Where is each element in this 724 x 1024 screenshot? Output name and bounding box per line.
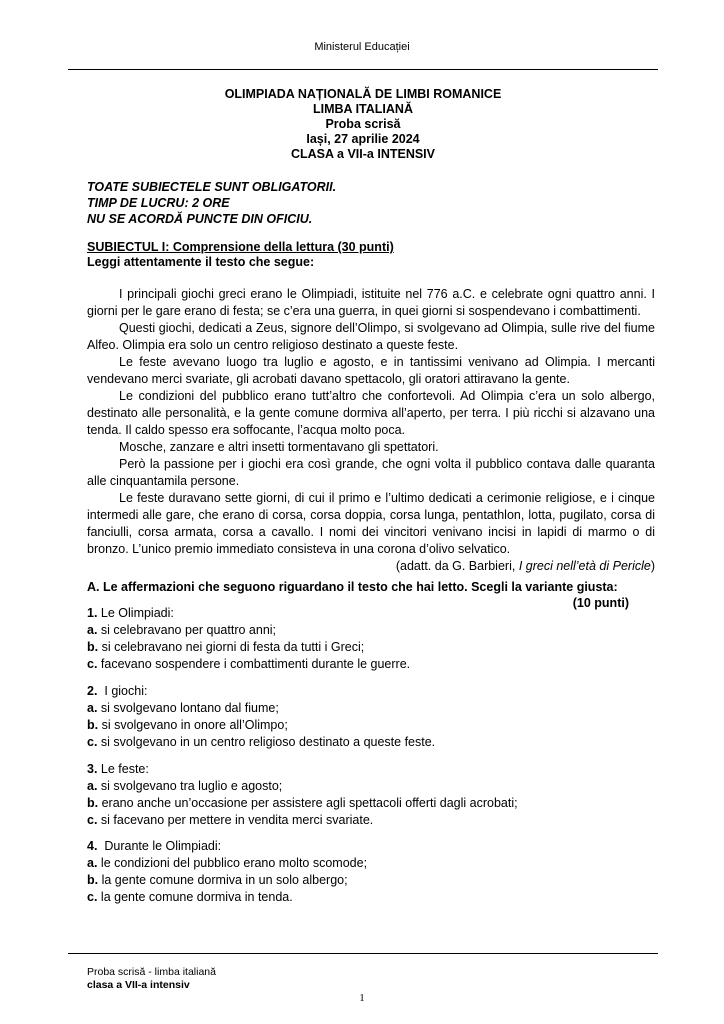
question-1	[87, 605, 655, 673]
reading-paragraph: Mosche, zanzare e altri insetti tormentavano gli spettatori.	[119, 440, 439, 454]
footer-test: Proba scrisă - limba italiană	[87, 966, 216, 978]
subject-instruction: Leggi attentamente il testo che segue:	[87, 255, 315, 269]
question-2	[87, 683, 655, 751]
part-a-points: (10 punti)	[572, 596, 629, 610]
option-b: b. si svolgevano in onore all’Olimpo;	[87, 718, 288, 732]
page-number: 1	[359, 992, 365, 1004]
reading-text	[87, 286, 655, 575]
page-header: Ministerul Educației	[314, 41, 410, 53]
option-a: a. le condizioni del pubblico erano molto scomode;	[87, 856, 368, 870]
title-language: LIMBA ITALIANĂ	[313, 102, 413, 116]
option-c: c. si facevano per mettere in vendita merci svariate.	[87, 813, 374, 827]
option-b: b. erano anche un’occasione per assistere agli spettacoli offerti dagli acrobati;	[87, 796, 518, 810]
reading-source: (adatt. da G. Barbieri, I greci nell’età di Pericle)	[395, 559, 655, 573]
reading-paragraph: Però la passione per i giochi era così grande, che ogni volta il pubblico contava dalle quaranta alle cinquantamila persone.	[87, 457, 655, 488]
option-a: a. si celebravano per quattro anni;	[87, 623, 277, 637]
requirement-points: NU SE ACORDĂ PUNCTE DIN OFICIU.	[87, 212, 313, 226]
option-c: c. la gente comune dormiva in tenda.	[87, 890, 293, 904]
question-stem: 2. I giochi:	[87, 684, 148, 698]
requirements-block	[87, 179, 336, 227]
footer-class: clasa a VII-a intensiv	[87, 979, 190, 991]
footer-divider	[68, 953, 658, 954]
reading-paragraph: Questi giochi, dedicati a Zeus, signore dell’Olimpo, si svolgevano ad Olimpia, sulle rive del fiume Alfeo. Olimpia era solo un centro religioso destinato a queste feste.	[87, 321, 655, 352]
reading-paragraph: Le feste avevano luogo tra luglio e agosto, e in tantissimi venivano ad Olimpia. I mercanti vendevano merci svariate, gli acrobati davano spettacolo, gli oratori attiravano la gente.	[87, 355, 655, 386]
requirement-mandatory: TOATE SUBIECTELE SUNT OBLIGATORII.	[87, 180, 337, 194]
option-c: c. si svolgevano in un centro religioso destinato a queste feste.	[87, 735, 436, 749]
reading-paragraph: I principali giochi greci erano le Olimpiadi, istituite nel 776 a.C. e celebrate ogni quattro anni. I giorni per le gare erano di festa; se c’era una guerra, in quei giorni si sospendevano i combattimenti.	[87, 287, 655, 318]
question-4	[87, 838, 655, 906]
title-class: CLASA a VII-a INTENSIV	[290, 147, 435, 161]
question-stem: 1. Le Olimpiadi:	[87, 606, 174, 620]
question-stem: 4. Durante le Olimpiadi:	[87, 839, 222, 853]
option-b: b. si celebravano nei giorni di festa da tutti i Greci;	[87, 640, 365, 654]
requirement-time: TIMP DE LUCRU: 2 ORE	[87, 196, 230, 210]
option-a: a. si svolgevano tra luglio e agosto;	[87, 779, 283, 793]
title-place-date: Iași, 27 aprilie 2024	[306, 132, 420, 146]
part-a-text: A. Le affermazioni che seguono riguardano il testo che hai letto. Scegli la variante giusta:	[87, 580, 618, 594]
subject-heading: SUBIECTUL I: Comprensione della lettura (30 punti)	[87, 240, 394, 254]
title-test-type: Proba scrisă	[325, 117, 401, 131]
subject-block	[87, 240, 394, 270]
document-title	[68, 87, 658, 162]
source-book-title: I greci nell’età di Pericle	[518, 559, 651, 573]
reading-paragraph: Le feste duravano sette giorni, di cui il primo e l’ultimo dedicati a cerimonie religiose, e i cinque intermedi alle gare, che erano di corsa, corsa doppia, corsa lunga, pentathlon, lotta, pugilato, corsa di fanciulli, corsa armata, corsa a cavallo. I nomi dei vincitori venivano incisi in lapidi di marmo o di bronzo. L’unico premio immediato consisteva in una corona d’olivo selvatico.	[87, 491, 655, 556]
header-divider	[68, 69, 658, 70]
question-stem: 3. Le feste:	[87, 762, 149, 776]
title-olympiad: OLIMPIADA NAȚIONALĂ DE LIMBI ROMANICE	[224, 87, 502, 101]
option-a: a. si svolgevano lontano dal fiume;	[87, 701, 279, 715]
question-3	[87, 761, 655, 829]
page-footer	[87, 966, 216, 992]
option-b: b. la gente comune dormiva in un solo albergo;	[87, 873, 348, 887]
option-c: c. facevano sospendere i combattimenti durante le guerre.	[87, 657, 411, 671]
reading-paragraph: Le condizioni del pubblico erano tutt’altro che confortevoli. Ad Olimpia c’era un solo albergo, destinato alle personalità, e la gente comune dormiva all’aperto, per terra. I più ricchi si alzavano una tenda. Il caldo spesso era soffocante, l’acqua molto poca.	[87, 389, 655, 437]
